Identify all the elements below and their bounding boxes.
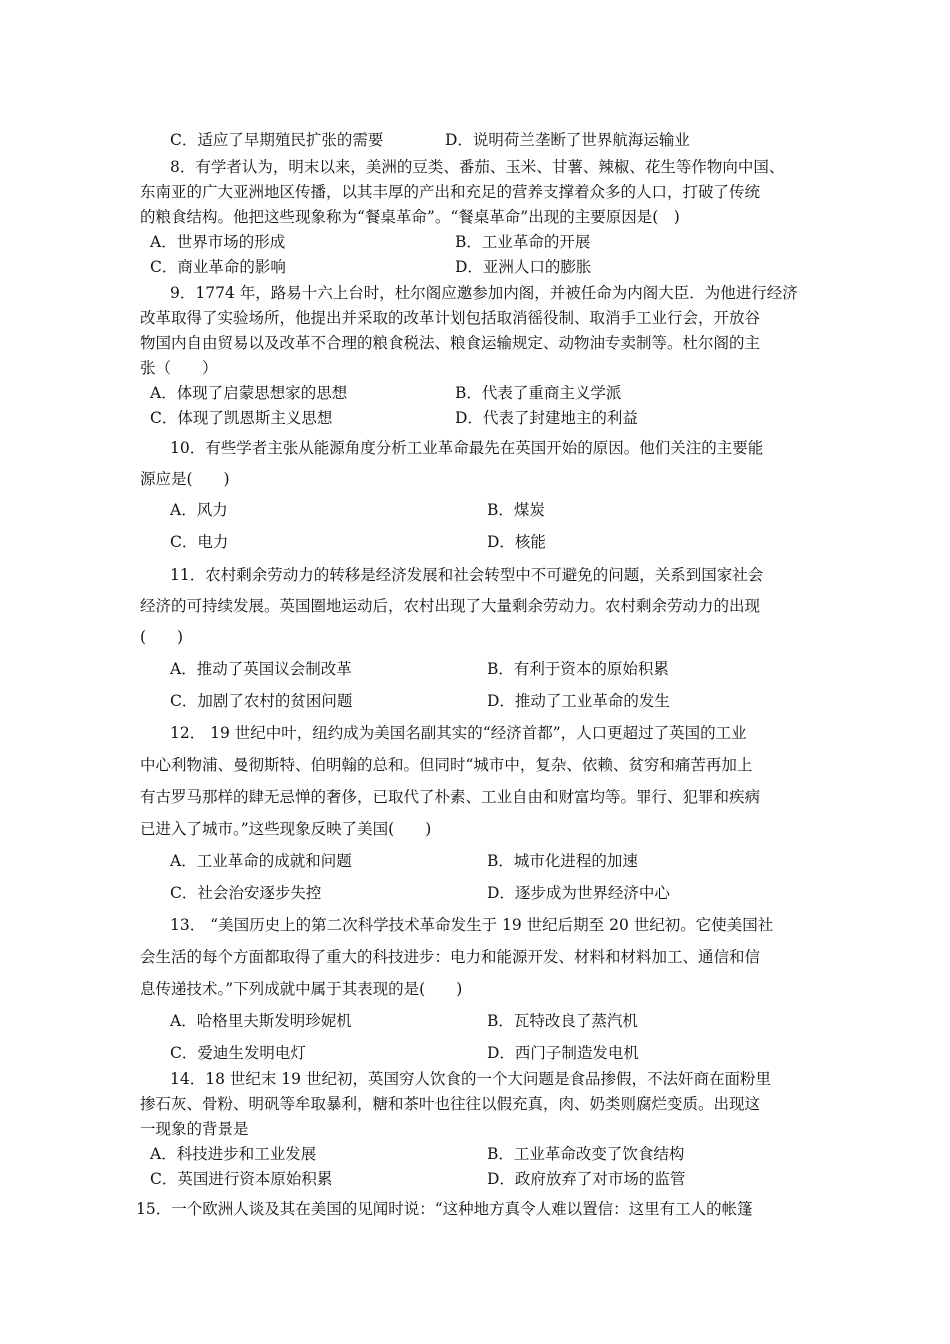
question-10-option-b: B．煤炭 xyxy=(487,501,545,519)
question-13-line-2: 会生活的每个方面都取得了重大的科技进步：电力和能源开发、材料和材料加工、通信和信 xyxy=(140,948,761,966)
question-10-option-c: C．电力 xyxy=(170,533,229,551)
question-14-option-a: A．科技进步和工业发展 xyxy=(150,1145,317,1163)
question-14-option-d: D．政府放弃了对市场的监管 xyxy=(487,1170,686,1188)
question-12-option-c: C．社会治安逐步失控 xyxy=(170,884,322,902)
question-11-line-2: 经济的可持续发展。英国圈地运动后，农村出现了大量剩余劳动力。农村剩余劳动力的出现 xyxy=(140,597,761,615)
question-11-option-d: D．推动了工业革命的发生 xyxy=(487,692,670,710)
question-11-line-1: 11．农村剩余劳动力的转移是经济发展和社会转型中不可避免的问题，关系到国家社会 xyxy=(170,566,764,584)
question-12-option-a: A．工业革命的成就和问题 xyxy=(170,852,352,870)
question-14-option-b: B．工业革命改变了饮食结构 xyxy=(487,1145,685,1163)
question-8-line-2: 东南亚的广大亚洲地区传播，以其丰厚的产出和充足的营养支撑着众多的人口，打破了传统 xyxy=(140,183,761,201)
question-13-line-1: 13． “美国历史上的第二次科学技术革命发生于 19 世纪后期至 20 世纪初。它使美国社 xyxy=(170,916,774,934)
question-14-line-2: 掺石灰、骨粉、明矾等牟取暴利，糖和茶叶也往往以假充真，肉、奶类则腐烂变质。出现这 xyxy=(140,1095,761,1113)
q7-option-d: D．说明荷兰垄断了世界航海运输业 xyxy=(445,131,690,149)
question-12-line-2: 中心利物浦、曼彻斯特、伯明翰的总和。但同时“城市中，复杂、依赖、贫穷和痛苦再加上 xyxy=(140,756,753,774)
question-13-option-a: A．哈格里夫斯发明珍妮机 xyxy=(170,1012,352,1030)
question-8-line-3: 的粮食结构。他把这些现象称为“餐桌革命”。“餐桌革命”出现的主要原因是( ) xyxy=(140,208,680,226)
question-12-line-1: 12． 19 世纪中叶，纽约成为美国名副其实的“经济首都”，人口更超过了英国的工业 xyxy=(170,724,747,742)
question-11-option-b: B．有利于资本的原始积累 xyxy=(487,660,669,678)
question-12-line-3: 有古罗马那样的肆无忌惮的奢侈，已取代了朴素、工业自由和财富均等。罪行、犯罪和疾病 xyxy=(140,788,761,806)
question-11-option-c: C．加剧了农村的贫困问题 xyxy=(170,692,353,710)
question-13-option-b: B．瓦特改良了蒸汽机 xyxy=(487,1012,638,1030)
question-8-option-b: B．工业革命的开展 xyxy=(455,233,591,251)
question-8-option-a: A．世界市场的形成 xyxy=(150,233,286,251)
question-9-line-3: 物国内自由贸易以及改革不合理的粮食税法、粮食运输规定、动物油专卖制等。杜尔阁的主 xyxy=(140,334,761,352)
question-12-option-d: D．逐步成为世界经济中心 xyxy=(487,884,670,902)
question-9-line-4: 张（ ） xyxy=(140,359,218,377)
question-9-option-d: D．代表了封建地主的利益 xyxy=(455,409,638,427)
question-9-line-2: 改革取得了实验场所，他提出并采取的改革计划包括取消徭役制、取消手工业行会，开放谷 xyxy=(140,309,761,327)
question-14-line-3: 一现象的背景是 xyxy=(140,1120,249,1138)
question-11-line-3: ( ) xyxy=(140,628,184,646)
q7-option-c: C．适应了早期殖民扩张的需要 xyxy=(170,131,384,149)
question-8-option-d: D．亚洲人口的膨胀 xyxy=(455,258,592,276)
question-13-option-c: C．爱迪生发明电灯 xyxy=(170,1044,306,1062)
question-10-option-a: A．风力 xyxy=(170,501,228,519)
question-9-option-c: C．体现了凯恩斯主义思想 xyxy=(150,409,333,427)
question-13-option-d: D．西门子制造发电机 xyxy=(487,1044,639,1062)
question-9-line-1: 9．1774 年，路易十六上台时，杜尔阁应邀参加内阁，并被任命为内阁大臣．为他进行经济 xyxy=(170,284,798,302)
question-13-line-3: 息传递技术。”下列成就中属于其表现的是( ) xyxy=(140,980,463,998)
question-8-line-1: 8．有学者认为，明末以来，美洲的豆类、番茄、玉米、甘薯、辣椒、花生等作物向中国、 xyxy=(170,158,785,176)
question-10-option-d: D．核能 xyxy=(487,533,546,551)
question-10-line-2: 源应是( ) xyxy=(140,470,230,488)
question-9-option-b: B．代表了重商主义学派 xyxy=(455,384,622,402)
question-14-option-c: C．英国进行资本原始积累 xyxy=(150,1170,333,1188)
question-15-line-1: 15．一个欧洲人谈及其在美国的见闻时说：“这种地方真令人难以置信：这里有工人的帐篷 xyxy=(136,1200,753,1218)
question-9-option-a: A．体现了启蒙思想家的思想 xyxy=(150,384,348,402)
question-8-option-c: C．商业革命的影响 xyxy=(150,258,286,276)
question-12-line-4: 已进入了城市。”这些现象反映了美国( ) xyxy=(140,820,432,838)
question-14-line-1: 14．18 世纪末 19 世纪初，英国穷人饮食的一个大问题是食品掺假，不法奸商在面粉里 xyxy=(170,1070,771,1088)
question-10-line-1: 10．有些学者主张从能源角度分析工业革命最先在英国开始的原因。他们关注的主要能 xyxy=(170,439,764,457)
question-11-option-a: A．推动了英国议会制改革 xyxy=(170,660,352,678)
question-12-option-b: B．城市化进程的加速 xyxy=(487,852,638,870)
